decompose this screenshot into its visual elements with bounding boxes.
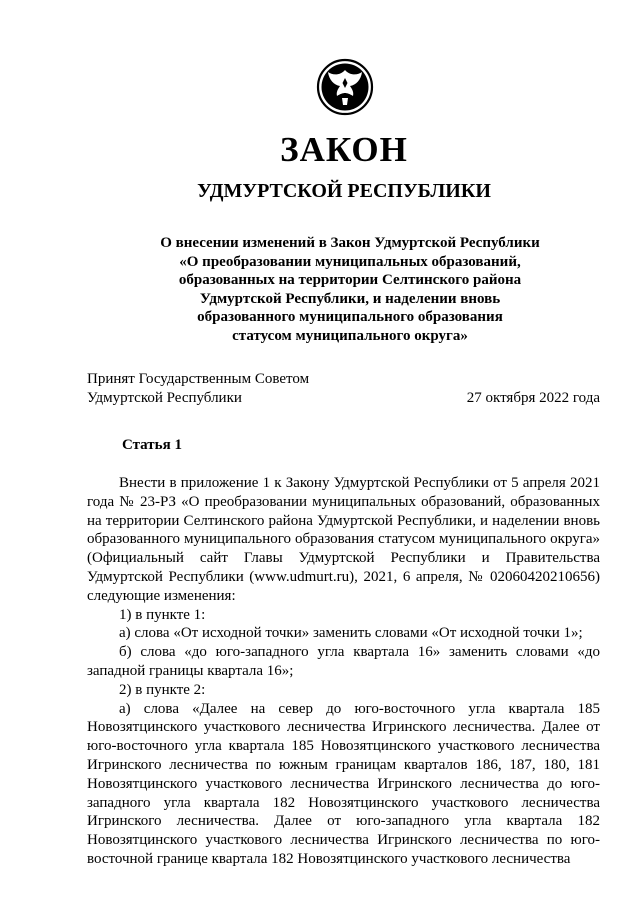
heading-line: образованных на территории Селтинского района [178, 272, 522, 289]
law-subtitle: УДМУРТСКОЙ РЕСПУБЛИКИ [197, 180, 491, 202]
article-title: Статья 1 [122, 437, 182, 453]
heading-line: «О преобразовании муниципальных образований, [179, 253, 521, 270]
heading-line: образованного муниципального образования [197, 309, 503, 326]
adoption-date: 27 октября 2022 года [466, 390, 600, 406]
heading-line: статусом муниципального округа» [232, 327, 468, 344]
body-paragraph: Внести в приложение 1 к Закону Удмуртской Республики от 5 апреля 2021 года № 23-РЗ «О преобразовании муниципальных образований, образованных на территории Селтинского района Удмуртской Республики, и наделении вновь образованного муниципального образования статусом муниципального округа» (Официальный сайт Главы Удмуртской Республики и Правительства Удмуртской Республики (www.udmurt.ru), 2021, 6 апреля, № 02060420210656) следующие изменения: [87, 475, 600, 604]
law-heading [120, 234, 580, 346]
adoption-authority [87, 370, 309, 408]
adoption-line: Удмуртской Республики [87, 390, 242, 406]
law-title: ЗАКОН [280, 130, 408, 169]
heading-line: Удмуртской Республики, и наделении вновь [199, 290, 501, 307]
body-paragraph: 2) в пункте 2: [119, 681, 206, 698]
heading-line: О внесении изменений в Закон Удмуртской Республики [160, 235, 540, 251]
body-paragraph: а) слова «От исходной точки» заменить словами «От исходной точки 1»; [119, 625, 583, 642]
body-paragraph: 1) в пункте 1: [119, 606, 206, 623]
body-paragraph: б) слова «до юго-западного угла квартала 16» заменить словами «до западной границы квартала 16»; [87, 644, 600, 679]
article-body [87, 474, 600, 869]
adoption-line: Принят Государственным Советом [87, 371, 310, 387]
coat-of-arms-emblem [316, 58, 374, 116]
body-paragraph: а) слова «Далее на север до юго-восточного угла квартала 185 Новозятцинского участкового лесничества Игринского лесничества. Далее от юго-восточного угла квартала 185 Новозятцинского участкового лесничества Игринского лесничества по южным границам кварталов 186, 187, 180, 181 Новозятцинского участкового лесничества Игринского лесничества до юго-западного угла квартала 182 Новозятцинского участкового лесничества Игринского лесничества. Далее от юго-западного угла квартала 182 Новозятцинского участкового лесничества Игринского лесничества по юго-восточной границе квартала 182 Новозятцинского участкового лесничества [87, 700, 600, 867]
